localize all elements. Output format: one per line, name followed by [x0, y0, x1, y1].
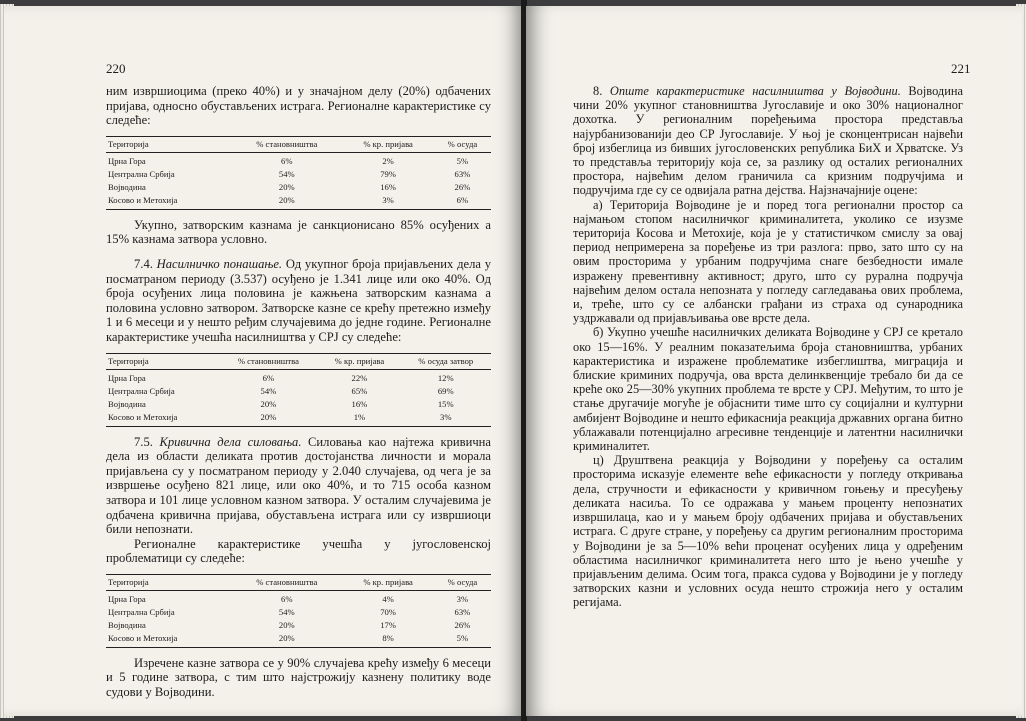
table-cell: 65% [351, 386, 368, 397]
table-header-row [106, 136, 491, 152]
table-cell: Косово и Метохија [108, 633, 178, 644]
table-2 [106, 353, 491, 427]
table-cell: 20% [260, 412, 277, 423]
regional-paragraph: Регионалне карактеристике учешћа у југословенској проблематици су следеће: [106, 536, 491, 566]
col-header: % осуда [434, 136, 491, 152]
table-cell: 79% [380, 169, 396, 180]
right-page [526, 6, 1022, 716]
section-8-paragraph [573, 84, 963, 198]
table-cell: Централна Србија [108, 169, 175, 180]
col-header: Територија [106, 574, 231, 590]
table-row [106, 385, 491, 398]
table-cell: 70% [380, 607, 396, 618]
table-cell: 6% [281, 156, 293, 167]
table-cell: 5% [456, 633, 469, 644]
table-cell: Косово и Метохија [108, 195, 178, 206]
section-number: 7.5. [134, 434, 153, 449]
table-cell: Црна Гора [108, 156, 146, 167]
table-cell: 69% [437, 386, 454, 397]
table-cell: 63% [454, 169, 471, 180]
table-cell: Косово и Метохија [108, 412, 178, 423]
section-number: 7.4. [134, 256, 153, 271]
col-header: Територија [106, 136, 231, 152]
table-cell: 16% [380, 182, 396, 193]
right-column [573, 84, 963, 610]
table-row [106, 590, 491, 606]
section-7-4-paragraph [106, 257, 491, 345]
table-cell: Војводина [108, 620, 146, 631]
table-cell: 20% [278, 182, 295, 193]
table-cell: 2% [382, 156, 394, 167]
section-7-5-paragraph [106, 435, 491, 537]
table-cell: 12% [437, 373, 454, 384]
table-cell: 20% [278, 633, 295, 644]
table-row [106, 168, 491, 181]
table-row [106, 606, 491, 619]
table-cell: Војводина [108, 399, 146, 410]
summary-paragraph: Укупно, затворским казнама је санкционисано 85% осуђених а 15% казнама затвора условно. [106, 217, 491, 247]
table-cell: Црна Гора [108, 594, 146, 605]
table-cell: 26% [454, 620, 471, 631]
table-cell: 63% [454, 607, 471, 618]
table-header-row [106, 353, 491, 369]
table-row [106, 194, 491, 210]
final-paragraph: Изречене казне затвора се у 90% случајева крећу између 6 месеци и 5 године затвора, с тим што најстрожију казнену политику воде судови у Војводини. [106, 655, 491, 700]
table-3 [106, 574, 491, 648]
left-column [106, 84, 491, 700]
intro-paragraph: ним извршиоцима (преко 40%) и у значајном делу (20%) одбачених пријава, односно обустављених истрага. Регионалне карактеристике су следеће: [106, 84, 491, 128]
table-cell: 5% [456, 156, 469, 167]
table-cell: 8% [382, 633, 394, 644]
table-cell: 4% [382, 594, 394, 605]
table-cell: 3% [456, 594, 469, 605]
section-text: Војводина чини 20% укупног становништва Југославије и око 30% националног дохотка. У регионалним поређењима простора представља најурбанизованији део СР Југославије. У њој је сконцентрисан највећи број избеглица из бивших југословенских република БиХ и Хрватске. Уз то представља територију која се, за разлику од осталих регионалних простора, највећим делом граничила са кризним подручјима и подручјима где су се одвијала ратна дејства. Најзначајније оцене: [573, 84, 963, 198]
table-cell: 3% [440, 412, 452, 423]
table-cell: Централна Србија [108, 386, 175, 397]
col-header: % становништва [231, 136, 342, 152]
section-title: Насилничко понашање. [156, 256, 283, 271]
col-header: % кр. пријава [342, 574, 433, 590]
page-number: 220 [106, 61, 126, 76]
table-cell: 6% [456, 195, 469, 206]
table-cell: 54% [260, 386, 277, 397]
table-cell: 20% [260, 399, 277, 410]
table-cell: 54% [278, 169, 295, 180]
section-number: 8. [593, 84, 603, 98]
table-cell: Црна Гора [108, 373, 146, 384]
point-b-paragraph: б) Укупно учешће насилничких деликата Војводине у СРЈ се кретало око 15—16%. У реалним показатељима броја становништва, урбаних карактеристика и изражене проблематике избеглиштва, миграција и блиские криминих подручја, ова врста делинквенције требало би да се креће око 25—30% укупних проблема те врсте у СРЈ. Међутим, то што је стање другачије могуће је објаснити тиме што су социјални и културни амбијент Војводине и нешто ефикаснија реакција државних органа битно ублажавали потенцијално агресивне тенденције и латентни насилнички криминалитет. [573, 325, 963, 454]
table-row [106, 619, 491, 632]
table-row [106, 411, 491, 427]
table-cell: 20% [278, 195, 295, 206]
point-a-paragraph: а) Територија Војводине је и поред тога регионални простор са најмањом стопом насилничког криминалитета, уколико се изузме територија Косова и Метохије, која је у статистичком смислу за овај период непримерена за поређење из три разлога: прво, зато што су на овим просторима у урбаним подручјима снаге безбедности имале изражену превентивну активност; друго, што су рурална подручја највећим делом остала непозната у погледу сагледавања ових проблема, и, треће, што су се албански грађани из страха од сународника уздржавали од пријављивања ове врсте дела. [573, 197, 963, 326]
col-header: % осуда затвор [401, 353, 492, 369]
table-cell: 3% [382, 195, 394, 206]
section-title: Опште карактеристике насилништва у Војводини. [609, 84, 901, 98]
table-cell: Војводина [108, 182, 146, 193]
point-c-paragraph: ц) Друштвена реакција у Војводини у поређењу са осталим просторима исказује елементе веће ефикасности у погледу откривања дела, стручности и ефикасности у кривичном гоњењу и пресуђењу деликата насиља. То се одражава у мањем проценту непознатих извршилаца, као и у мањем броју одбачених пријава и обустављених истрага. С друге стране, у поређењу са другим регионалним просторима у Војводини је за 5—10% већи проценат осуђених лица у одређеним областима насилничког криминалитета него што је њено учешће у пријављеним делима. Осим тога, пракса судова у Војводини је у погледу затворских казни и условних осуда нешто строжија него у осталим регијама. [573, 453, 963, 610]
col-header: % кр. пријава [318, 353, 400, 369]
table-1 [106, 136, 491, 210]
table-row [106, 369, 491, 385]
page-number: 221 [951, 61, 971, 76]
col-header: % осуда [434, 574, 491, 590]
table-cell: Централна Србија [108, 607, 175, 618]
table-row [106, 398, 491, 411]
table-cell: 54% [278, 607, 295, 618]
table-row [106, 152, 491, 168]
left-page [4, 6, 523, 716]
table-header-row [106, 574, 491, 590]
col-header: % становништва [231, 574, 342, 590]
table-cell: 1% [353, 412, 366, 423]
section-title: Кривична дела силовања. [159, 434, 302, 449]
table-cell: 17% [380, 620, 396, 631]
table-row [106, 181, 491, 194]
table-cell: 6% [281, 594, 293, 605]
table-cell: 16% [351, 399, 368, 410]
col-header: Територија [106, 353, 218, 369]
section-text: Силовања као најтежа кривична дела из области деликата против достојанства личности и морала пријављена су у посматраном периоду у 2.040 случајева, од чега је за извршење осуђено 821 лице, или око 40%, и то 715 особа казном затвора и 101 лице условном казном затвора. У осталим случајевима је одбачена кривична пријава, обустављена истрага или су извршиоци били непознати. [106, 434, 491, 537]
col-header: % становништва [218, 353, 318, 369]
table-cell: 20% [278, 620, 295, 631]
table-cell: 26% [454, 182, 471, 193]
table-row [106, 632, 491, 648]
col-header: % кр. пријава [342, 136, 433, 152]
table-cell: 6% [262, 373, 275, 384]
section-text: Од укупног броја пријављених дела у посматраном периоду (3.537) осуђено је 1.341 лице или око 40%. Од броја осуђених лица половина је кажњена затворским казнама а половина условно затвором. Затворске казне се крећу претежно између 1 и 6 месеци и у нешто ређим случајевима до једне године. Регионалне карактеристике учешћа насилништва у СРЈ су следеће: [106, 256, 492, 344]
table-cell: 15% [437, 399, 454, 410]
table-cell: 22% [351, 373, 368, 384]
